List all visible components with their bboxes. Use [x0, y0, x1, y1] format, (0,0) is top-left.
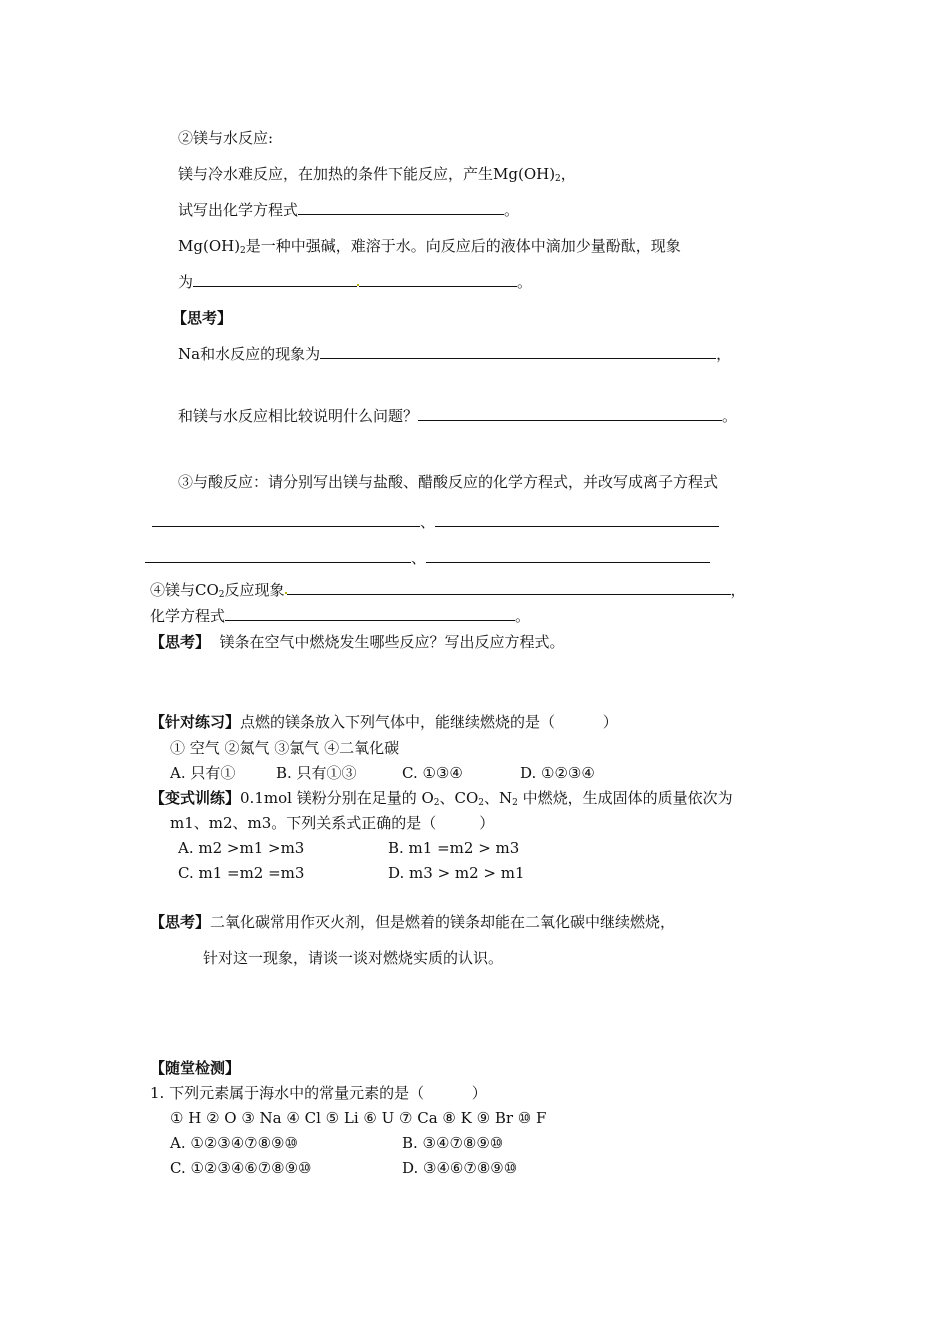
option-c[interactable]: C. m1 =m2 =m3	[178, 864, 305, 882]
option-c[interactable]: C. ①②③④⑥⑦⑧⑨⑩	[170, 1159, 312, 1177]
acid-row1: 、	[152, 512, 719, 532]
option-b[interactable]: B. 只有①③	[276, 764, 357, 782]
co2-line1: ④镁与$CO_2$反应现象 ，	[150, 581, 746, 600]
check-q1: 1. 下列元素属于海水中的常量元素的是（ ）	[150, 1084, 487, 1102]
mg-water-line1: 镁与冷水难反应，在加热的条件下能反应，产生$Mg(OH)_2$，	[178, 165, 576, 184]
option-d[interactable]: D. ③④⑥⑦⑧⑨⑩	[402, 1159, 518, 1177]
option-d[interactable]: D. m3 > m2 > m1	[388, 864, 525, 882]
acid-row2: 、	[145, 548, 710, 568]
option-a[interactable]: A. m2 >m1 >m3	[178, 839, 305, 857]
think3-line2: 针对这一现象，请谈一谈对燃烧实质的认识。	[203, 949, 504, 967]
option-b[interactable]: B. ③④⑦⑧⑨⑩	[402, 1134, 504, 1152]
na-phenomenon-blank[interactable]	[320, 344, 716, 359]
check-options-row1	[170, 1133, 503, 1153]
variant-options-row1	[178, 838, 519, 858]
hcl-equation-blank[interactable]	[152, 512, 420, 527]
check-options-row2	[170, 1158, 517, 1178]
compare-blank[interactable]	[418, 406, 722, 421]
co2-phenomenon-blank[interactable]	[287, 580, 731, 595]
variant-options-row2	[178, 863, 525, 883]
check-label: 【随堂检测】	[150, 1059, 241, 1077]
option-b[interactable]: B. m1 =m2 > m3	[388, 839, 520, 857]
mg-water-line3: $Mg(OH)_2$是一种中强碱，难溶于水。向反应后的液体中滴加少量酚酞，现象	[178, 237, 681, 256]
co2-equation-blank[interactable]	[225, 606, 515, 621]
mg-water-title: ②镁与水反应:	[178, 129, 274, 147]
think2: 【思考】 镁条在空气中燃烧发生哪些反应？写出反应方程式。	[150, 633, 565, 651]
option-a[interactable]: A. ①②③④⑦⑧⑨⑩	[170, 1134, 298, 1152]
practice-question: 【针对练习】点燃的镁条放入下列气体中，能继续燃烧的是（ ）	[150, 713, 618, 731]
variant-question-2: m1、m2、m3。下列关系式正确的是（ ）	[170, 814, 495, 832]
mg-water-line2: 试写出化学方程式 。	[178, 201, 520, 219]
acetic-ionic-blank[interactable]	[426, 548, 710, 563]
option-c[interactable]: C. ①③④	[402, 764, 463, 782]
acetic-equation-blank[interactable]	[145, 548, 411, 563]
check-items: ① H ② O ③ Na ④ Cl ⑤ Li ⑥ U ⑦ Ca ⑧ K ⑨ Br ⑩ F	[170, 1109, 547, 1127]
co2-line2: 化学方程式 。	[150, 607, 531, 625]
variant-question: 【变式训练】0.1mol 镁粉分别在足量的 $O_2$、$CO_2$、$N_2$ 中燃烧，生成固体的质量依次为	[150, 789, 733, 808]
think1-q1: Na和水反应的现象为 ，	[178, 345, 732, 363]
think1-label: 【思考】	[172, 309, 233, 327]
mg-water-line4: 为 。	[178, 273, 533, 291]
think3: 【思考】二氧化碳常用作灭火剂，但是燃着的镁条却能在二氧化碳中继续燃烧，	[150, 913, 676, 931]
think1-q2: 和镁与水反应相比较说明什么问题？ 。	[178, 407, 738, 425]
phenomenon-blank-a[interactable]	[193, 272, 357, 287]
equation-blank[interactable]	[298, 200, 504, 215]
practice-options	[170, 763, 595, 783]
option-d[interactable]: D. ①②③④	[520, 764, 595, 782]
option-a[interactable]: A. 只有①	[170, 764, 236, 782]
hcl-ionic-blank[interactable]	[435, 512, 719, 527]
practice-items: ① 空气 ②氮气 ③氯气 ④二氧化碳	[170, 739, 400, 757]
phenomenon-blank-b[interactable]	[359, 272, 517, 287]
acid-title: ③与酸反应：请分别写出镁与盐酸、醋酸反应的化学方程式，并改写成离子方程式	[178, 473, 719, 491]
